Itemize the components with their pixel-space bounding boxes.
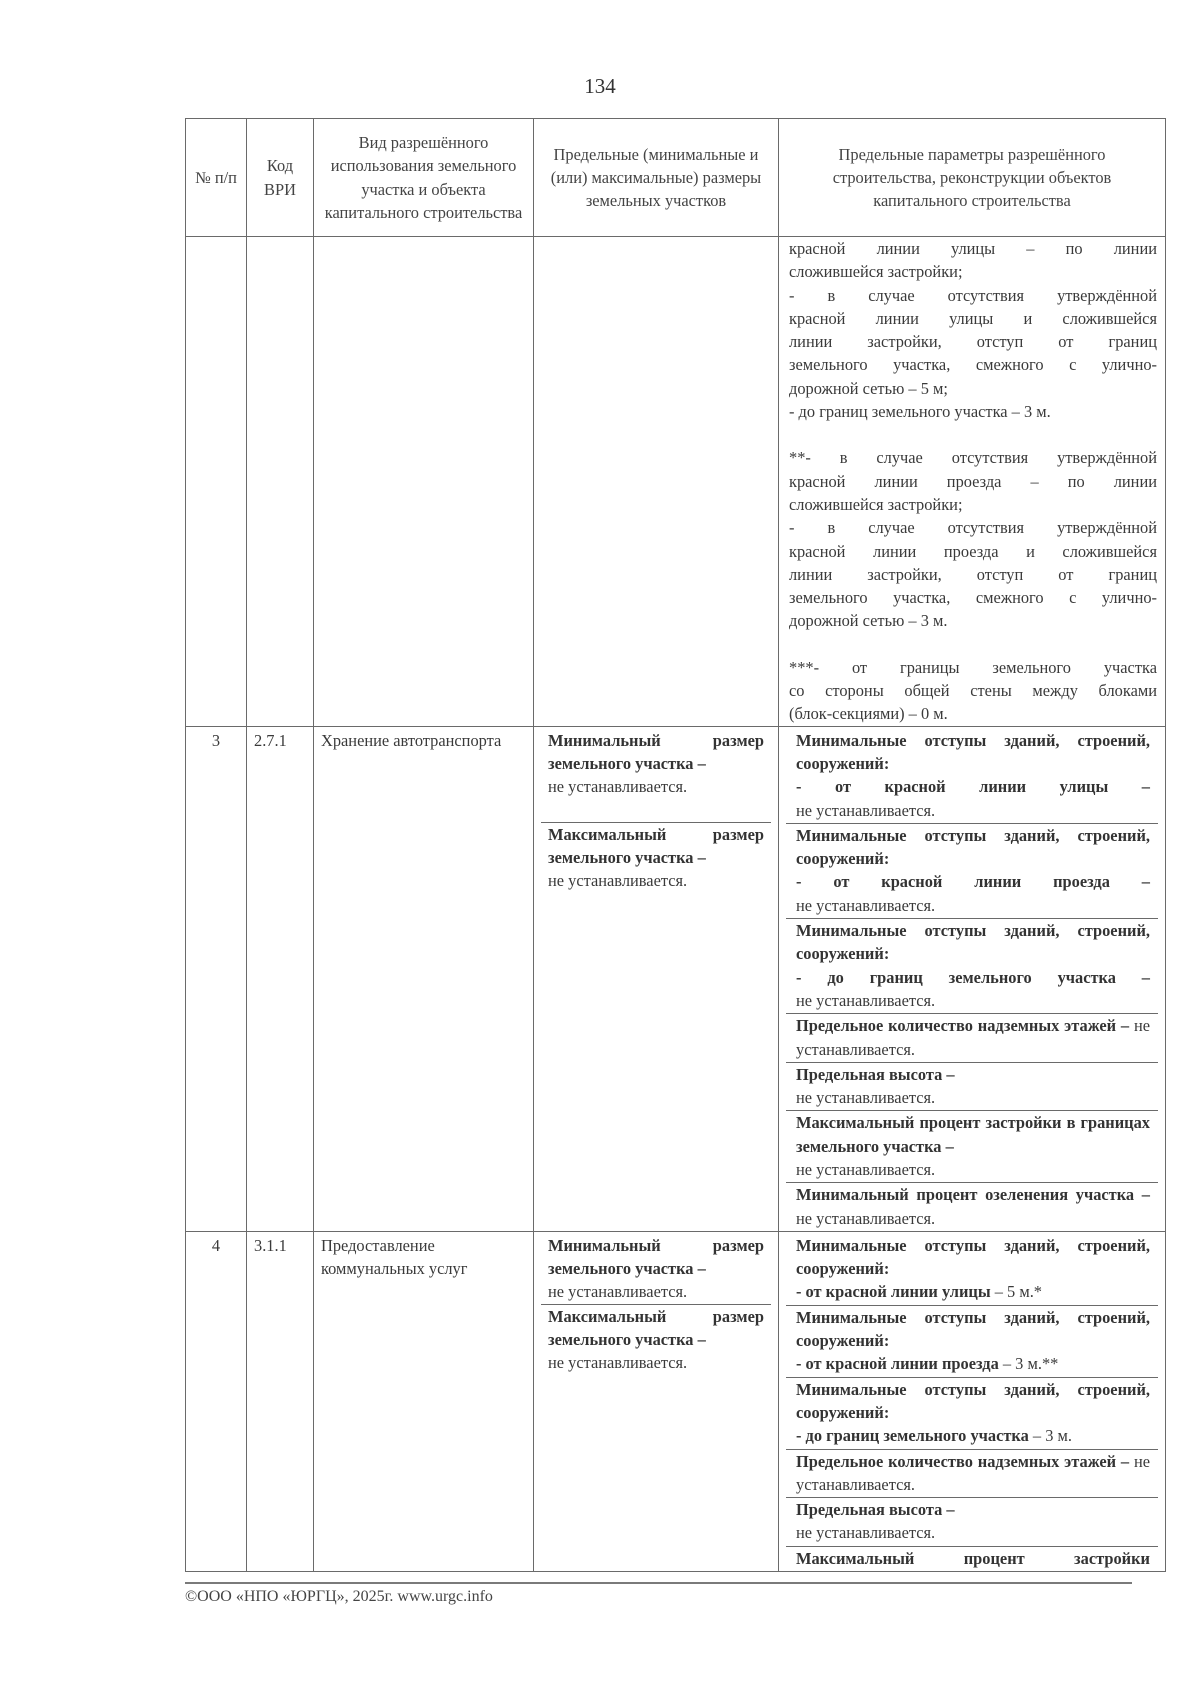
text-line: линии застройки, отступ от границ bbox=[789, 564, 1157, 584]
param-label: Предельная высота – bbox=[796, 1500, 955, 1520]
min-size-value: не устанавливается. bbox=[548, 1282, 688, 1302]
footer-rule bbox=[185, 1582, 1132, 1584]
header-params: Предельные параметры разрешённого строительства, реконструкции объектов капитального строительства bbox=[779, 119, 1166, 237]
cell-kind: Предоставление коммунальных услуг bbox=[314, 1231, 534, 1571]
param-value: не устанавливается. bbox=[796, 1523, 936, 1543]
param-label: Минимальные отступы зданий, строений, сооружений: bbox=[796, 1379, 1150, 1422]
max-size-label: Максимальный размер земельного участка – bbox=[548, 824, 764, 867]
param-label: Максимальный процент застройки bbox=[796, 1548, 1150, 1568]
header-code: Код ВРИ bbox=[247, 119, 314, 237]
min-size-block bbox=[541, 729, 771, 823]
text-line: красной линии проезда и сложившейся bbox=[789, 541, 1157, 561]
cell-code: 3.1.1 bbox=[247, 1231, 314, 1571]
cell-params-continued bbox=[779, 237, 1166, 727]
param-block bbox=[786, 1547, 1158, 1571]
cell-num bbox=[186, 237, 247, 727]
regulations-table bbox=[185, 118, 1166, 1572]
text-line: красной линии проезда – по линии bbox=[789, 471, 1157, 491]
cell-num: 4 bbox=[186, 1231, 247, 1571]
cell-num: 3 bbox=[186, 726, 247, 1231]
param-label: Минимальные отступы зданий, строений, сооружений: bbox=[796, 921, 1150, 964]
max-size-value: не устанавливается. bbox=[548, 1353, 688, 1373]
param-block bbox=[786, 1111, 1158, 1183]
param-label: Минимальные отступы зданий, строений, сооружений: bbox=[796, 730, 1150, 773]
max-size-label: Максимальный размер земельного участка – bbox=[548, 1306, 764, 1350]
cell-kind: Хранение автотранспорта bbox=[314, 726, 534, 1231]
cell-params bbox=[779, 1231, 1166, 1571]
table-row bbox=[186, 726, 1166, 1231]
cell-code bbox=[247, 237, 314, 727]
header-kind: Вид разрешённого использования земельного участка и объекта капитального строительства bbox=[314, 119, 534, 237]
min-size-label: Минимальный размер земельного участка – bbox=[548, 730, 764, 773]
param-label: Максимальный процент застройки в границах земельного участка – bbox=[796, 1113, 1150, 1156]
text-line: - в случае отсутствия утверждённой bbox=[789, 518, 1157, 538]
header-sizes: Предельные (минимальные и (или) максимальные) размеры земельных участков bbox=[534, 119, 779, 237]
param-block bbox=[786, 1014, 1158, 1063]
param-block bbox=[786, 1306, 1158, 1378]
param-block bbox=[786, 1063, 1158, 1112]
text-line: линии застройки, отступ от границ bbox=[789, 332, 1157, 352]
text-line: сложившейся застройки; bbox=[789, 262, 963, 282]
text-line: (блок-секциями) – 0 м. bbox=[789, 704, 948, 724]
param-value: не устанавливается. bbox=[796, 1016, 1150, 1059]
param-block bbox=[786, 1378, 1158, 1450]
param-label: Минимальный процент озеленения участка – bbox=[796, 1185, 1150, 1205]
param-line: - до границ земельного участка – bbox=[796, 967, 1150, 987]
text-line: красной линии улицы – по линии bbox=[789, 239, 1157, 258]
param-block bbox=[786, 1234, 1158, 1306]
cell-sizes bbox=[534, 237, 779, 727]
param-line: - от красной линии проезда bbox=[796, 1354, 999, 1374]
param-block bbox=[786, 824, 1158, 919]
table-header-row bbox=[186, 119, 1166, 237]
param-block bbox=[786, 729, 1158, 824]
cell-sizes bbox=[534, 726, 779, 1231]
param-line: - до границ земельного участка bbox=[796, 1426, 1029, 1446]
param-value: не устанавливается. bbox=[796, 1451, 1150, 1494]
text-line: - в случае отсутствия утверждённой bbox=[789, 285, 1157, 305]
param-value: – 5 м.* bbox=[994, 1282, 1043, 1302]
text-line: сложившейся застройки; bbox=[789, 494, 963, 514]
param-line: - от красной линии проезда – bbox=[796, 872, 1150, 892]
text-line: земельного участка, смежного с улично- bbox=[789, 588, 1157, 608]
param-label: Минимальные отступы зданий, строений, сооружений: bbox=[796, 825, 1150, 869]
text-line: - до границ земельного участка – 3 м. bbox=[789, 402, 1051, 422]
max-size-block bbox=[541, 1305, 771, 1376]
param-value: не устанавливается. bbox=[796, 990, 936, 1010]
text-line: красной линии улицы и сложившейся bbox=[789, 308, 1157, 328]
param-label: Предельная высота – bbox=[796, 1064, 955, 1084]
param-value: не устанавливается. bbox=[796, 1088, 936, 1108]
page-number: 134 bbox=[584, 74, 616, 98]
param-block bbox=[786, 1498, 1158, 1547]
text-line: **- в случае отсутствия утверждённой bbox=[789, 448, 1157, 468]
table-row bbox=[186, 237, 1166, 727]
header-num: № п/п bbox=[186, 119, 247, 237]
cell-kind bbox=[314, 237, 534, 727]
param-value: – 3 м.** bbox=[1002, 1354, 1059, 1374]
text-line: ***- от границы земельного участка bbox=[789, 657, 1157, 677]
param-line: - от красной линии улицы – bbox=[796, 777, 1150, 797]
max-size-value: не устанавливается. bbox=[548, 871, 688, 891]
param-value: не устанавливается. bbox=[796, 800, 936, 820]
min-size-value: не устанавливается. bbox=[548, 777, 688, 797]
min-size-label: Минимальный размер земельного участка – bbox=[548, 1235, 764, 1279]
param-value: не устанавливается. bbox=[796, 1208, 936, 1228]
param-block bbox=[786, 1450, 1158, 1499]
param-block bbox=[786, 919, 1158, 1014]
cell-params bbox=[779, 726, 1166, 1231]
param-block bbox=[786, 1183, 1158, 1231]
param-label: Предельное количество надземных этажей – bbox=[796, 1016, 1130, 1036]
footer-copyright: ©ООО «НПО «ЮРГЦ», 2025г. www.urgc.info bbox=[185, 1588, 493, 1605]
param-label: Предельное количество надземных этажей – bbox=[796, 1451, 1130, 1471]
cell-sizes bbox=[534, 1231, 779, 1571]
max-size-block bbox=[541, 823, 771, 894]
param-label: Минимальные отступы зданий, строений, сооружений: bbox=[796, 1235, 1150, 1279]
text-line: дорожной сетью – 5 м; bbox=[789, 378, 948, 398]
text-line: со стороны общей стены между блоками bbox=[789, 681, 1157, 701]
text-line: дорожной сетью – 3 м. bbox=[789, 611, 948, 631]
param-label: Минимальные отступы зданий, строений, сооружений: bbox=[796, 1307, 1150, 1351]
text-line: земельного участка, смежного с улично- bbox=[789, 355, 1157, 375]
cell-code: 2.7.1 bbox=[247, 726, 314, 1231]
min-size-block bbox=[541, 1234, 771, 1305]
param-line: - от красной линии улицы bbox=[796, 1282, 991, 1302]
table-row bbox=[186, 1231, 1166, 1571]
param-value: не устанавливается. bbox=[796, 1159, 936, 1179]
param-value: не устанавливается. bbox=[796, 895, 936, 915]
param-value: – 3 м. bbox=[1032, 1426, 1072, 1446]
